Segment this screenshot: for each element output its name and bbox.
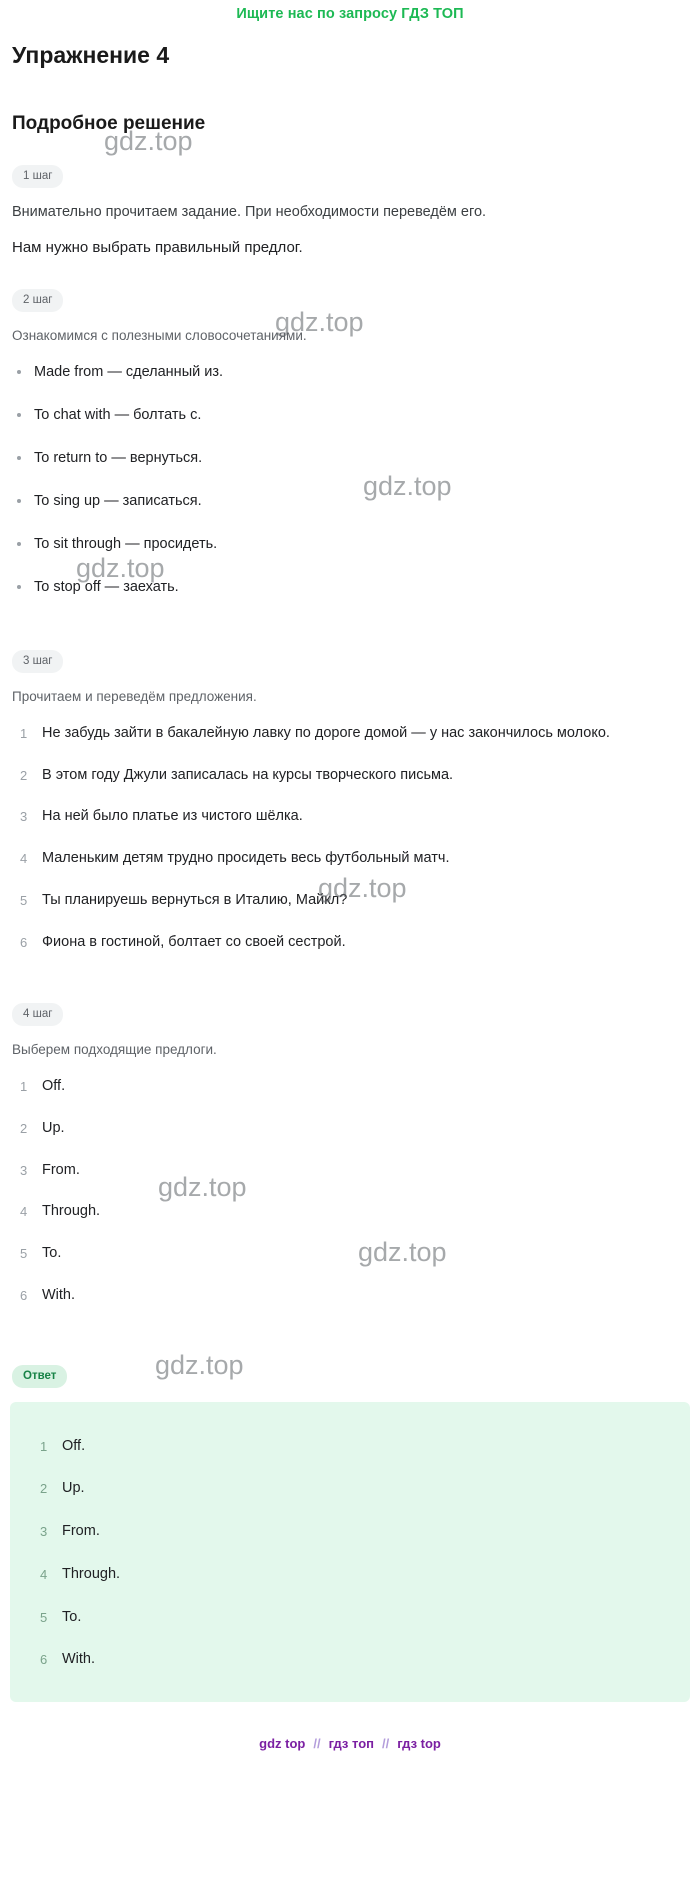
answer-list	[20, 1436, 680, 1672]
step3-sentence-list	[0, 723, 700, 954]
list-item: To return to — вернуться.	[34, 449, 688, 468]
watermark-text: gdz.top	[363, 471, 452, 501]
list-item: To sing up — записаться.	[34, 492, 688, 511]
list-item: To sit through — просидеть.	[34, 535, 688, 554]
list-item: To chat with — болтать с.	[34, 406, 688, 425]
footer-link-1[interactable]: gdz top	[259, 1736, 306, 1752]
watermark-text: gdz.top	[318, 873, 407, 903]
list-item: Up.	[42, 1119, 65, 1136]
list-item: Made from — сделанный из.	[34, 363, 688, 382]
footer-link-2[interactable]: гдз топ	[328, 1736, 374, 1752]
list-item: With.	[62, 1651, 96, 1668]
answer-badge: Ответ	[12, 1365, 67, 1388]
list-item: Маленьким детям трудно просидеть весь футбольный матч.	[42, 850, 450, 867]
list-item: From.	[42, 1161, 80, 1178]
step-badge-2: 2 шаг	[12, 289, 63, 312]
list-item: На ней было платье из чистого шёлка.	[42, 808, 303, 825]
list-item: Off.	[42, 1078, 66, 1095]
list-item: Не забудь зайти в бакалейную лавку по дороге домой — у нас закончилось молоко.	[42, 724, 610, 741]
step1-paragraph-1: Внимательно прочитаем задание. При необходимости переведём его.	[12, 204, 487, 220]
list-item: Through.	[62, 1565, 121, 1582]
step4-answer-list	[0, 1076, 700, 1307]
step4-intro: Выберем подходящие предлоги.	[12, 1042, 217, 1058]
list-item: From.	[62, 1523, 100, 1540]
page-title: Упражнение 4	[12, 42, 170, 68]
watermark-text: gdz.top	[76, 553, 165, 583]
step2-intro: Ознакомимся с полезными словосочетаниями.	[12, 327, 307, 343]
list-item: Through.	[42, 1203, 101, 1220]
watermark-text: gdz.top	[158, 1172, 247, 1202]
watermark-text: gdz.top	[104, 126, 193, 156]
watermark-text: gdz.top	[275, 307, 364, 337]
footer-separator-1: //	[313, 1736, 321, 1752]
promo-banner: Ищите нас по запросу ГДЗ ТОП	[236, 6, 464, 22]
footer-links	[0, 1736, 700, 1751]
list-item: To stop off — заехать.	[34, 578, 688, 597]
footer-separator-2: //	[382, 1736, 390, 1752]
list-item: В этом году Джули записалась на курсы творческого письма.	[42, 766, 454, 783]
list-item: To.	[42, 1245, 62, 1262]
step3-intro: Прочитаем и переведём предложения.	[12, 689, 257, 705]
list-item: Up.	[62, 1480, 85, 1497]
answer-block	[10, 1402, 690, 1703]
step-badge-4: 4 шаг	[12, 1003, 63, 1026]
watermark-text: gdz.top	[358, 1237, 447, 1267]
list-item: Фиона в гостиной, болтает со своей сестрой.	[42, 933, 346, 950]
section-heading-solution: Подробное решение	[12, 113, 206, 134]
step-badge-1: 1 шаг	[12, 165, 63, 188]
step2-phrase-list	[0, 363, 700, 596]
step-badge-3: 3 шаг	[12, 650, 63, 673]
watermark-text: gdz.top	[155, 1350, 244, 1380]
list-item: With.	[42, 1286, 76, 1303]
list-item: Ты планируешь вернуться в Италию, Майкл?	[42, 891, 348, 908]
step1-paragraph-2: Нам нужно выбрать правильный предлог.	[12, 239, 303, 257]
list-item: To.	[62, 1608, 82, 1625]
list-item: Off.	[62, 1437, 86, 1454]
footer-link-3[interactable]: гдз top	[397, 1736, 441, 1752]
